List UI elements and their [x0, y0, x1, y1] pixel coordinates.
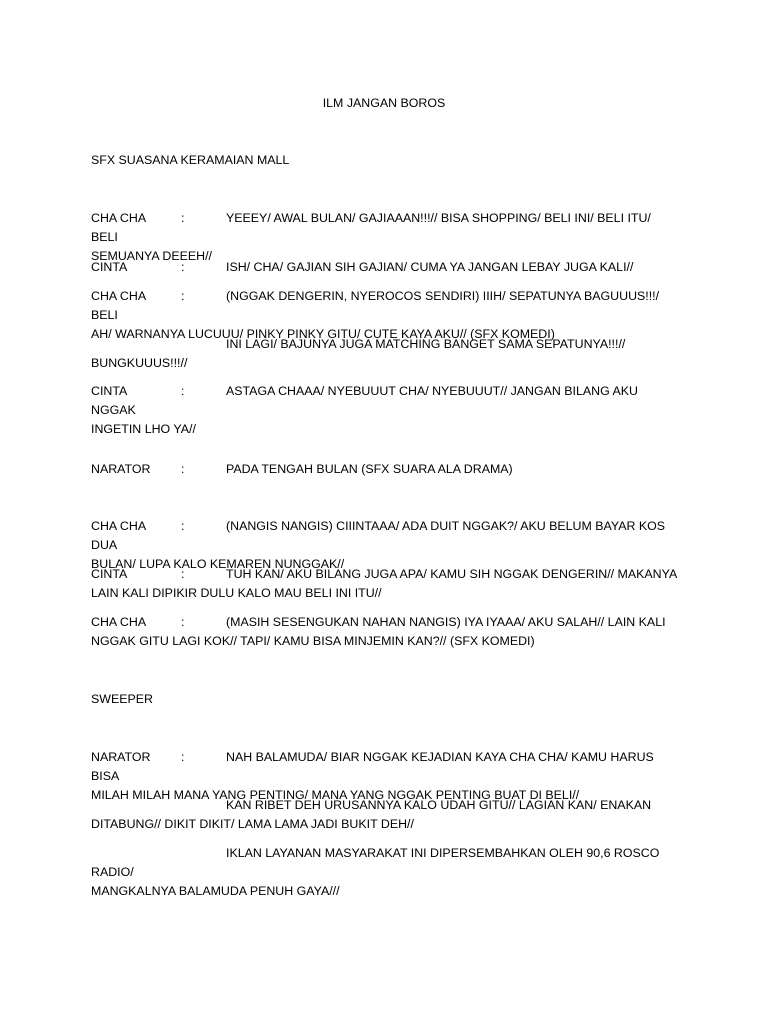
script-line — [91, 613, 681, 651]
separator-colon: : — [181, 750, 185, 764]
line-text: PADA TENGAH BULAN (SFX SUARA ALA DRAMA) — [226, 462, 513, 476]
line-text: (NANGIS NANGIS) CIIINTAAA/ ADA DUIT NGGAK?/ AKU BELUM BAYAR KOS DUA — [91, 519, 666, 552]
line-text: INI LAGI/ BAJUNYA JUGA MATCHING BANGET SAMA SEPATUNYA!!!// — [226, 337, 626, 351]
separator-colon: : — [181, 567, 185, 581]
line-text: TUH KAN/ AKU BILANG JUGA APA/ KAMU SIH NGGAK DENGERIN// MAKANYA — [226, 567, 678, 581]
script-line — [91, 382, 681, 439]
speaker-name: NARATOR — [91, 750, 151, 764]
speaker-name: CINTA — [91, 384, 128, 398]
script-line — [91, 335, 681, 373]
script-line — [91, 258, 681, 277]
line-text: YEEEY/ AWAL BULAN/ GAJIAAAN!!!// BISA SHOPPING/ BELI INI/ BELI ITU/ BELI — [91, 211, 651, 244]
line-text-continuation: BULAN/ LUPA KALO KEMAREN NUNGGAK// — [91, 557, 345, 571]
script-line-sfx-mall — [91, 151, 681, 170]
line-text: SWEEPER — [91, 692, 153, 706]
script-line — [91, 796, 681, 834]
speaker-name: CINTA — [91, 567, 128, 581]
separator-colon: : — [181, 384, 185, 398]
line-text: (MASIH SESENGUKAN NAHAN NANGIS) IYA IYAAA/ AKU SALAH// LAIN KALI — [226, 615, 666, 629]
speaker-name: CINTA — [91, 260, 128, 274]
speaker-name: CHA CHA — [91, 519, 147, 533]
line-text: SFX SUASANA KERAMAIAN MALL — [91, 153, 290, 167]
line-text-continuation: INGETIN LHO YA// — [91, 422, 196, 436]
separator-colon: : — [181, 462, 185, 476]
separator-colon: : — [181, 615, 185, 629]
line-text: KAN RIBET DEH URUSANNYA KALO UDAH GITU// LAGIAN KAN/ ENAKAN — [226, 798, 652, 812]
separator-colon: : — [181, 260, 185, 274]
script-line — [91, 565, 681, 603]
speaker-name: CHA CHA — [91, 615, 147, 629]
speaker-name: CHA CHA — [91, 289, 147, 303]
line-text: IKLAN LAYANAN MASYARAKAT INI DIPERSEMBAHKAN OLEH 90,6 ROSCO RADIO/ — [91, 846, 660, 879]
line-text-continuation: SEMUANYA DEEEH// — [91, 249, 212, 263]
separator-colon: : — [181, 211, 185, 225]
line-text-continuation: BUNGKUUUS!!!// — [91, 356, 188, 370]
speaker-name: NARATOR — [91, 462, 151, 476]
line-text: NAH BALAMUDA/ BIAR NGGAK KEJADIAN KAYA CHA CHA/ KAMU HARUS BISA — [91, 750, 654, 783]
script-line — [91, 844, 681, 901]
separator-colon: : — [181, 289, 185, 303]
script-line — [91, 460, 681, 479]
line-text-continuation: MILAH MILAH MANA YANG PENTING/ MANA YANG NGGAK PENTING BUAT DI BELI// — [91, 788, 580, 802]
line-text: (NGGAK DENGERIN, NYEROCOS SENDIRI) IIIH/ SEPATUNYA BAGUUUS!!!/ BELI — [91, 289, 660, 322]
line-text-continuation: LAIN KALI DIPIKIR DULU KALO MAU BELI INI ITU// — [91, 586, 382, 600]
line-text-continuation: MANGKALNYA BALAMUDA PENUH GAYA/// — [91, 884, 340, 898]
document-title: ILM JANGAN BOROS — [322, 96, 446, 110]
line-text: ISH/ CHA/ GAJIAN SIH GAJIAN/ CUMA YA JANGAN LEBAY JUGA KALI// — [226, 260, 634, 274]
line-text-continuation: NGGAK GITU LAGI KOK// TAPI/ KAMU BISA MINJEMIN KAN?// (SFX KOMEDI) — [91, 634, 535, 648]
line-text-continuation: AH/ WARNANYA LUCUUU/ PINKY PINKY GITU/ CUTE KAYA AKU// (SFX KOMEDI) — [91, 327, 555, 341]
line-text: ASTAGA CHAAA/ NYEBUUUT CHA/ NYEBUUUT// JANGAN BILANG AKU NGGAK — [91, 384, 638, 417]
line-text-continuation: DITABUNG// DIKIT DIKIT/ LAMA LAMA JADI BUKIT DEH// — [91, 817, 414, 831]
script-line-sweeper — [91, 690, 681, 709]
speaker-name: CHA CHA — [91, 211, 147, 225]
separator-colon: : — [181, 519, 185, 533]
